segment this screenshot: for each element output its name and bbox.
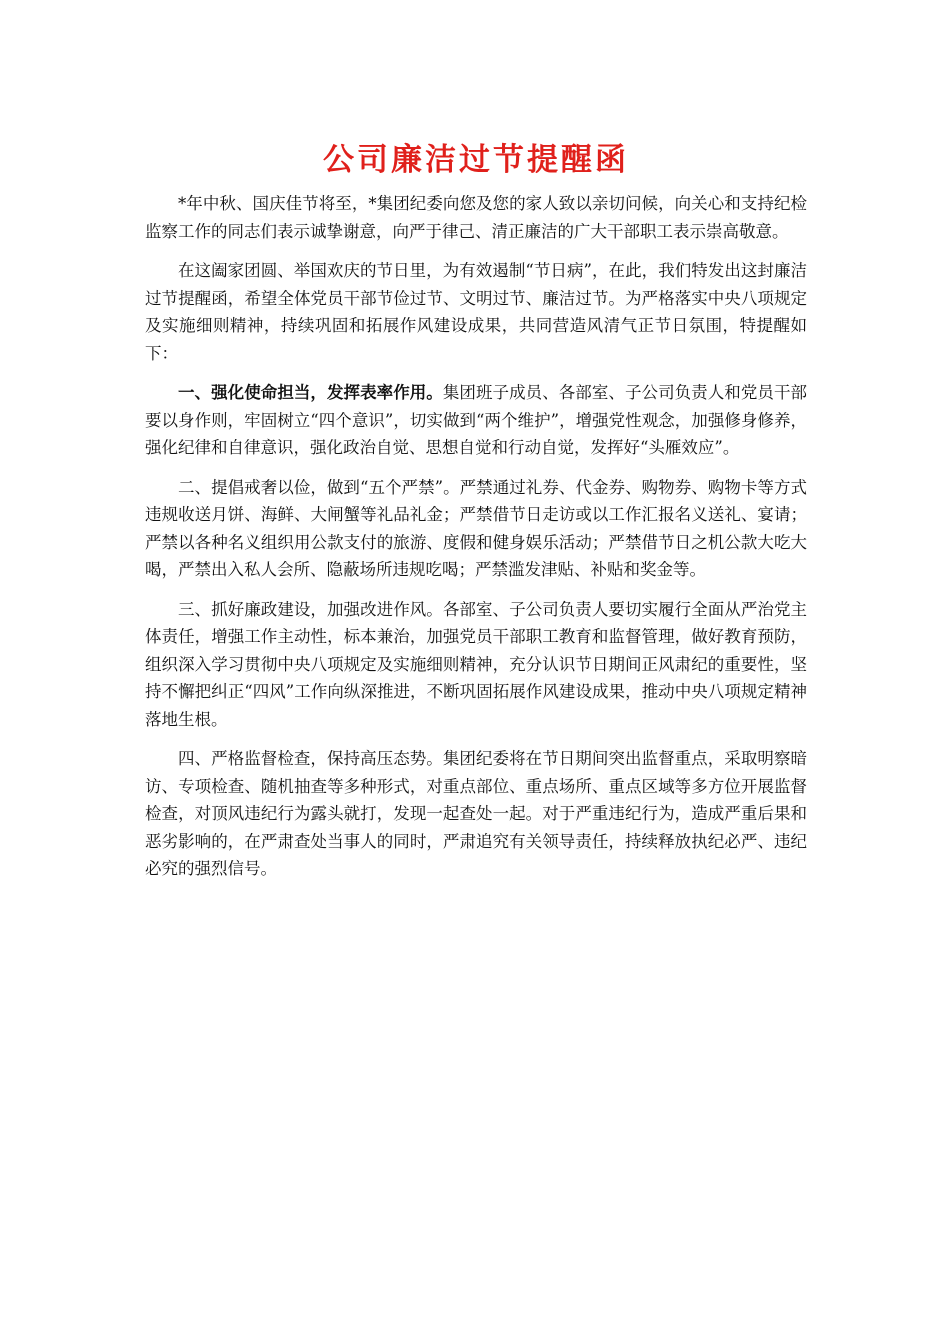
- paragraph-point-2: [145, 474, 807, 584]
- paragraph-text: 四、严格监督检查，保持高压态势。集团纪委将在节日期间突出监督重点，采取明察暗访、专项检查、随机抽查等多种形式，对重点部位、重点场所、重点区域等多方位开展监督检查，对顶风违纪行为露头就打，发现一起查处一起。对于严重违纪行为，造成严重后果和恶劣影响的，在严肃查处当事人的同时，严肃追究有关领导责任，持续释放执纪必严、违纪必究的强烈信号。: [145, 749, 807, 878]
- paragraph-lead: 一、强化使命担当，发挥表率作用。: [178, 383, 443, 402]
- paragraph-point-4: [145, 745, 807, 883]
- paragraph-text: 三、抓好廉政建设，加强改进作风。各部室、子公司负责人要切实履行全面从严治党主体责任，增强工作主动性，标本兼治，加强党员干部职工教育和监督管理，做好教育预防，组织深入学习贯彻中央八项规定及实施细则精神，充分认识节日期间正风肃纪的重要性，坚持不懈把纠正“四风”工作向纵深推进，不断巩固拓展作风建设成果，推动中央八项规定精神落地生根。: [145, 599, 807, 729]
- document-page: [145, 138, 807, 895]
- paragraph-point-1: [145, 379, 807, 462]
- document-title: 公司廉洁过节提醒函: [323, 142, 629, 178]
- paragraph-text: 集团班子成员、各部室、子公司负责人和党员干部要以身作则，牢固树立“四个意识”，切实做到“两个维护”，增强党性观念，加强修身修养，强化纪律和自律意识，强化政治自觉、思想自觉和行动自觉，发挥好“头雁效应”。: [145, 383, 808, 457]
- paragraph-text: *年中秋、国庆佳节将至，*集团纪委向您及您的家人致以亲切问候，向关心和支持纪检监察工作的同志们表示诚挚谢意，向严于律己、清正廉洁的广大干部职工表示崇高敬意。: [145, 194, 807, 241]
- paragraph-text: 二、提倡戒奢以俭，做到“五个严禁”。严禁通过礼券、代金券、购物券、购物卡等方式违规收送月饼、海鲜、大闸蟹等礼品礼金；严禁借节日走访或以工作汇报名义送礼、宴请；严禁以各种名义组织用公款支付的旅游、度假和健身娱乐活动；严禁借节日之机公款大吃大喝，严禁出入私人会所、隐蔽场所违规吃喝；严禁滥发津贴、补贴和奖金等。: [145, 477, 807, 579]
- paragraph-text: 在这阖家团圆、举国欢庆的节日里，为有效遏制“节日病”，在此，我们特发出这封廉洁过节提醒函，希望全体党员干部节俭过节、文明过节、廉洁过节。为严格落实中央八项规定及实施细则精神，持续巩固和拓展作风建设成果，共同营造风清气正节日氛围，特提醒如下：: [145, 261, 807, 363]
- paragraph-intro: [145, 257, 807, 367]
- paragraph-greeting: [145, 190, 807, 245]
- paragraph-point-3: [145, 596, 807, 734]
